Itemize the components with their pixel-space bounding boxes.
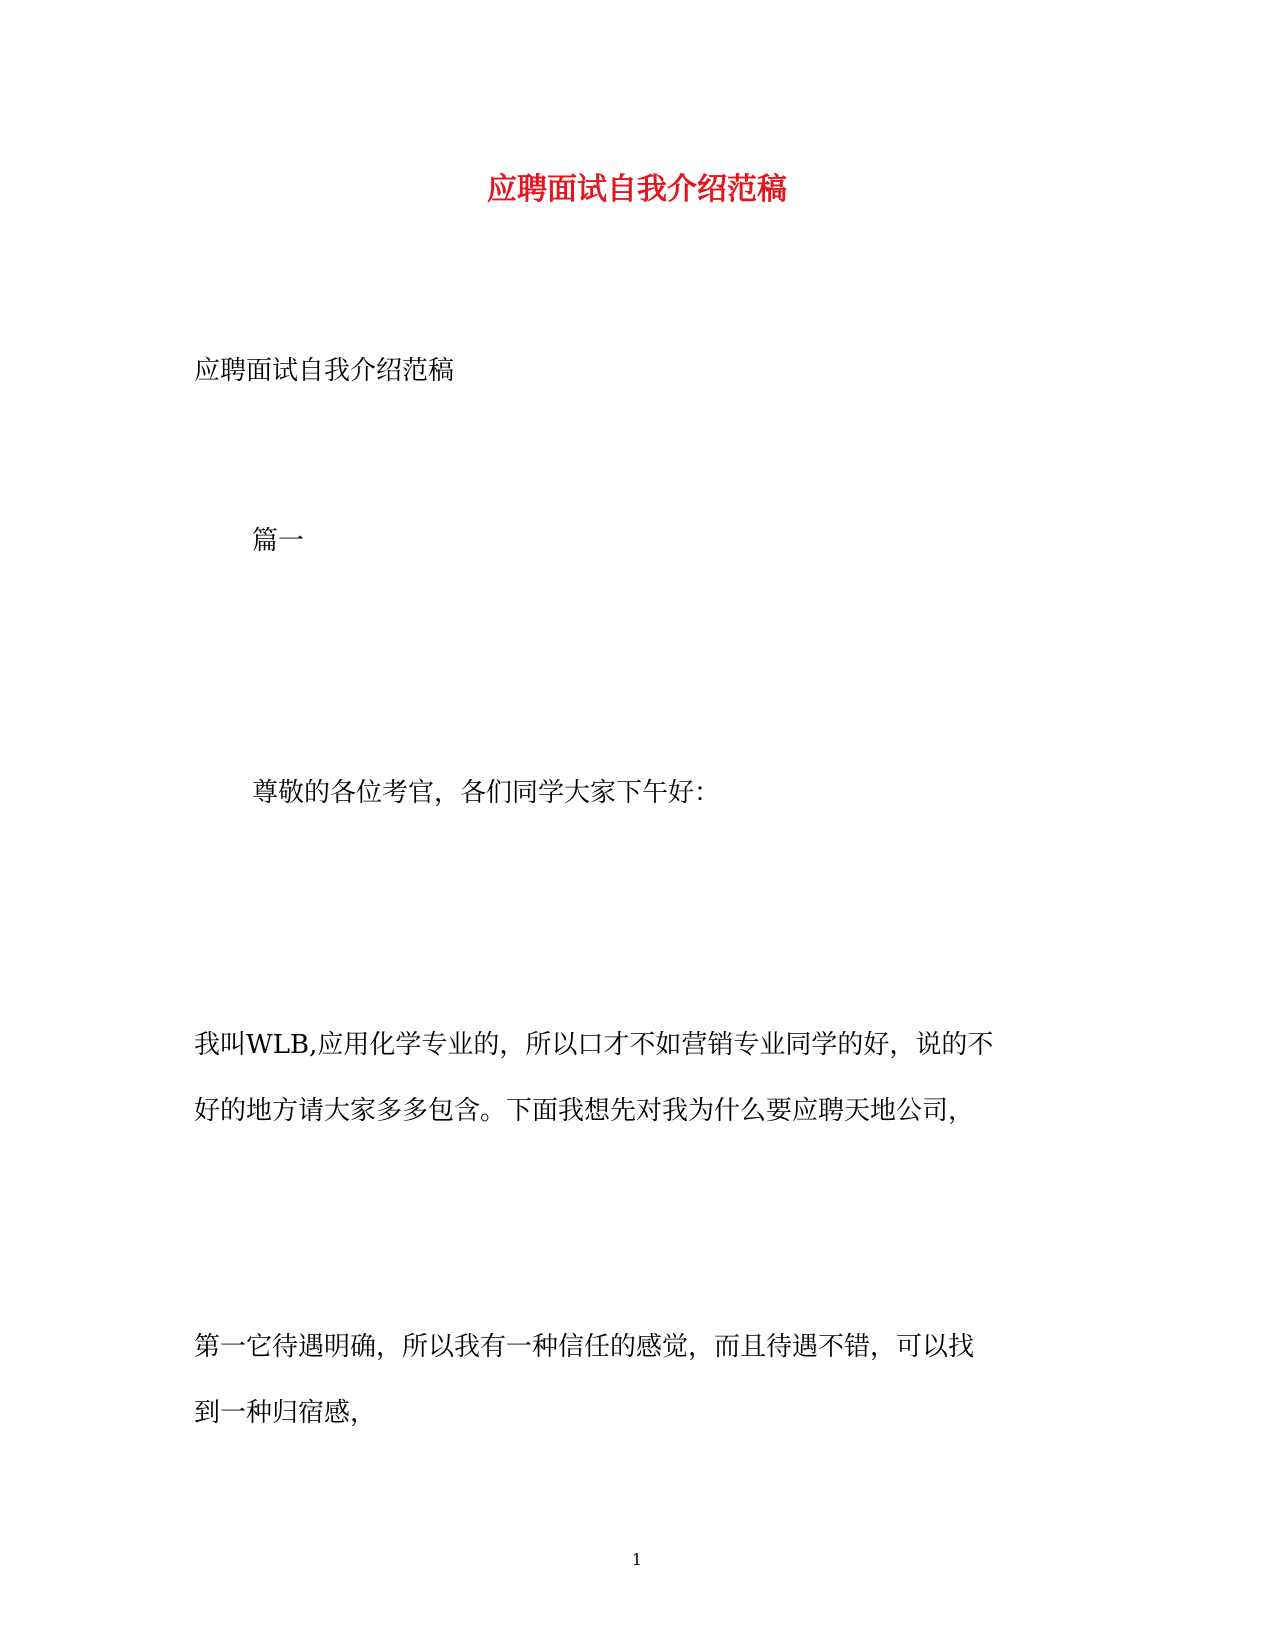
paragraph-2-line-1: 第一它待遇明确，所以我有一种信任的感觉，而且待遇不错，可以找 bbox=[194, 1332, 975, 1362]
paragraph-1-line-1: 我叫WLB,应用化学专业的，所以口才不如营销专业同学的好，说的不 bbox=[194, 1030, 994, 1060]
section-label: 篇一 bbox=[252, 526, 305, 556]
greeting-line: 尊敬的各位考官，各们同学大家下午好： bbox=[252, 778, 721, 808]
page-number: 1 bbox=[631, 1550, 643, 1569]
paragraph-1-line-2: 好的地方请大家多多包含。下面我想先对我为什么要应聘天地公司， bbox=[194, 1096, 975, 1126]
document-title: 应聘面试自我介绍范稿 bbox=[487, 172, 787, 207]
paragraph-2-line-2: 到一种归宿感， bbox=[194, 1398, 377, 1428]
document-heading: 应聘面试自我介绍范稿 bbox=[194, 356, 455, 386]
